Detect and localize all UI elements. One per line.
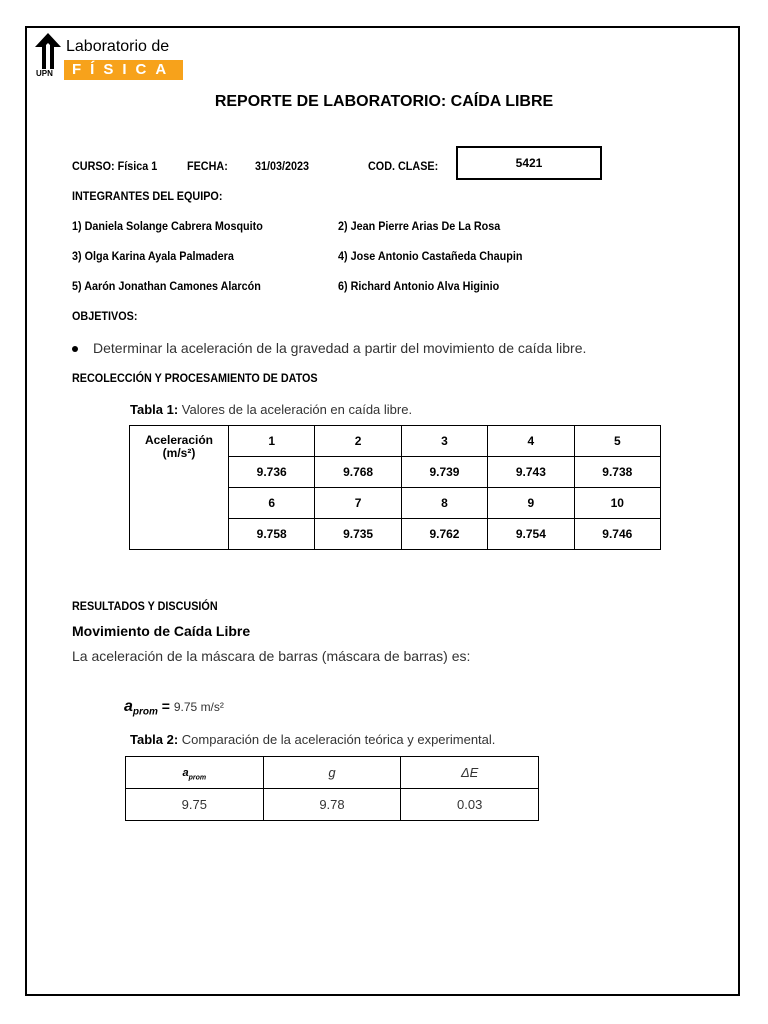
team-member: 6) Richard Antonio Alva Higinio — [338, 279, 500, 293]
team-member: 3) Olga Karina Ayala Palmadera — [72, 249, 234, 263]
table-cell: 4 — [488, 426, 574, 457]
table-row — [130, 426, 661, 457]
team-member: 4) Jose Antonio Castañeda Chaupin — [338, 249, 523, 263]
upn-logo — [34, 33, 184, 81]
table-cell: 9.739 — [401, 457, 487, 488]
course-label: CURSO: Física 1 — [72, 159, 158, 173]
row-header — [130, 426, 229, 550]
table-cell: 9.746 — [574, 519, 660, 550]
team-heading: INTEGRANTES DEL EQUIPO: — [72, 189, 223, 203]
data-heading: RECOLECCIÓN Y PROCESAMIENTO DE DATOS — [72, 371, 318, 385]
table-cell: 7 — [315, 488, 401, 519]
table-cell: 9 — [488, 488, 574, 519]
date-value: 31/03/2023 — [255, 159, 310, 173]
formula-equals: = — [157, 698, 174, 714]
row-header-line2: (m/s²) — [162, 446, 196, 460]
comparison-table — [125, 756, 539, 821]
formula-symbol: a — [124, 698, 133, 715]
table-cell: 9.754 — [488, 519, 574, 550]
class-code-box: 5421 — [456, 146, 602, 180]
acceleration-table — [129, 425, 661, 550]
table-cell: 8 — [401, 488, 487, 519]
logo-upn-text: UPN — [36, 69, 53, 78]
date-label: FECHA: — [187, 159, 228, 173]
table-header-cell: ΔE — [401, 757, 539, 789]
header-subscript: prom — [188, 774, 207, 782]
table-cell: 9.743 — [488, 457, 574, 488]
table-cell: 0.03 — [401, 789, 539, 821]
team-member: 5) Aarón Jonathan Camones Alarcón — [72, 279, 261, 293]
code-label: COD. CLASE: — [368, 159, 439, 173]
team-member: 2) Jean Pierre Arias De La Rosa — [338, 219, 501, 233]
team-member: 1) Daniela Solange Cabrera Mosquito — [72, 219, 263, 233]
row-header-line1: Aceleración — [144, 433, 214, 447]
table-header-cell: g — [263, 757, 401, 789]
average-formula — [124, 698, 224, 717]
table-cell: 2 — [315, 426, 401, 457]
table-cell: 9.762 — [401, 519, 487, 550]
logo-title: Laboratorio de — [66, 38, 170, 55]
table2-caption-label: Tabla 2: — [130, 732, 179, 747]
formula-value: 9.75 m/s² — [173, 700, 224, 714]
page-title: REPORTE DE LABORATORIO: CAÍDA LIBRE — [214, 93, 554, 110]
table-cell: 6 — [229, 488, 315, 519]
table-cell: 9.736 — [229, 457, 315, 488]
table-cell: 1 — [229, 426, 315, 457]
table-cell: 9.75 — [126, 789, 264, 821]
table-cell: 5 — [574, 426, 660, 457]
table-header-cell — [126, 757, 264, 789]
table-cell: 3 — [401, 426, 487, 457]
table-row — [126, 789, 539, 821]
results-heading: RESULTADOS Y DISCUSIÓN — [72, 599, 218, 613]
results-subheading: Movimiento de Caída Libre — [72, 623, 251, 639]
table-cell: 9.78 — [263, 789, 401, 821]
bullet-icon — [72, 346, 78, 352]
table2-caption — [130, 732, 495, 747]
objectives-heading: OBJETIVOS: — [72, 309, 138, 323]
table-cell: 9.735 — [315, 519, 401, 550]
table-cell: 9.768 — [315, 457, 401, 488]
results-text: La aceleración de la máscara de barras (máscara de barras) es: — [72, 648, 471, 664]
table-cell: 10 — [574, 488, 660, 519]
table-cell: 9.758 — [229, 519, 315, 550]
table1-caption-text: Valores de la aceleración en caída libre. — [178, 402, 413, 417]
formula-subscript: prom — [132, 706, 158, 718]
table1-caption — [130, 402, 412, 417]
table1-caption-label: Tabla 1: — [130, 402, 179, 417]
table2-caption-text: Comparación de la aceleración teórica y experimental. — [178, 732, 496, 747]
table-row — [126, 757, 539, 789]
header-symbol: a — [182, 766, 189, 779]
logo-band: FÍSICA — [64, 60, 183, 80]
objective-item: Determinar la aceleración de la gravedad a partir del movimiento de caída libre. — [93, 340, 587, 356]
table-cell: 9.738 — [574, 457, 660, 488]
